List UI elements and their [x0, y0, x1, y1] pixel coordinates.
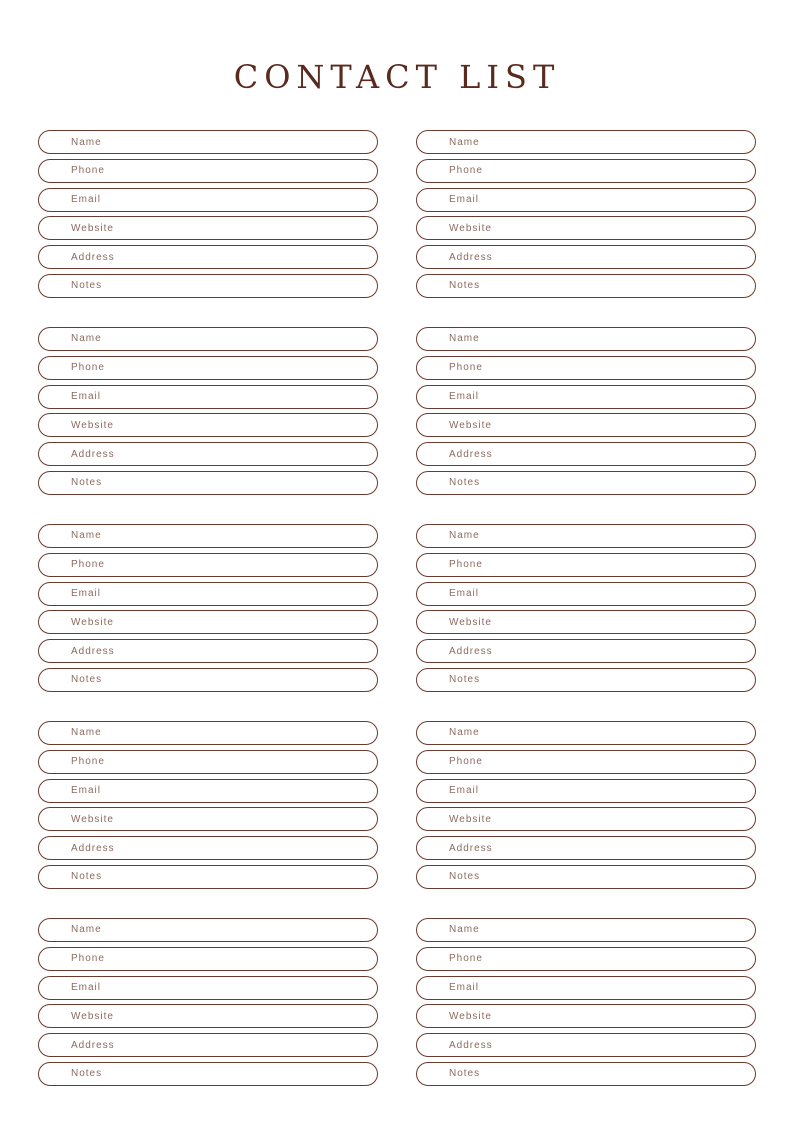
contact-grid [38, 130, 756, 1086]
contact-field-website[interactable] [38, 413, 378, 437]
contact-field-name[interactable] [38, 130, 378, 154]
field-label: Website [71, 813, 114, 825]
field-label: Name [449, 136, 480, 148]
field-label: Email [71, 194, 102, 206]
field-label: Email [449, 982, 480, 994]
contact-field-notes[interactable] [38, 471, 378, 495]
contact-field-notes[interactable] [38, 865, 378, 889]
contact-field-email[interactable] [38, 779, 378, 803]
field-label: Address [71, 842, 115, 854]
contact-field-phone[interactable] [38, 159, 378, 183]
contact-field-name[interactable] [416, 130, 756, 154]
contact-field-email[interactable] [416, 779, 756, 803]
contact-card [416, 918, 756, 1086]
field-label: Address [449, 842, 493, 854]
contact-field-phone[interactable] [38, 750, 378, 774]
contact-field-address[interactable] [416, 1033, 756, 1057]
contact-field-email[interactable] [416, 976, 756, 1000]
contact-field-name[interactable] [416, 918, 756, 942]
field-label: Address [71, 448, 115, 460]
contact-field-email[interactable] [38, 976, 378, 1000]
contact-field-notes[interactable] [416, 668, 756, 692]
contact-field-phone[interactable] [38, 553, 378, 577]
field-label: Email [71, 785, 102, 797]
contact-field-website[interactable] [38, 216, 378, 240]
contact-field-website[interactable] [416, 1004, 756, 1028]
field-label: Phone [71, 362, 105, 374]
contact-field-email[interactable] [416, 385, 756, 409]
contact-card [416, 130, 756, 298]
contact-card [38, 918, 378, 1086]
contact-field-address[interactable] [38, 245, 378, 269]
contact-field-name[interactable] [416, 327, 756, 351]
field-label: Email [449, 588, 480, 600]
field-label: Phone [71, 165, 105, 177]
contact-field-notes[interactable] [38, 1062, 378, 1086]
field-label: Website [71, 222, 114, 234]
contact-field-address[interactable] [38, 639, 378, 663]
field-label: Phone [71, 559, 105, 571]
field-label: Notes [449, 674, 481, 686]
contact-card [38, 327, 378, 495]
field-label: Phone [449, 362, 483, 374]
field-label: Email [449, 785, 480, 797]
contact-field-phone[interactable] [38, 356, 378, 380]
contact-field-notes[interactable] [416, 274, 756, 298]
contact-card [416, 721, 756, 889]
contact-field-notes[interactable] [416, 471, 756, 495]
contact-field-name[interactable] [416, 721, 756, 745]
field-label: Website [71, 419, 114, 431]
field-label: Name [449, 530, 480, 542]
contact-field-email[interactable] [38, 188, 378, 212]
field-label: Notes [71, 674, 103, 686]
contact-field-email[interactable] [38, 385, 378, 409]
contact-field-website[interactable] [38, 1004, 378, 1028]
field-label: Website [449, 813, 492, 825]
contact-field-name[interactable] [416, 524, 756, 548]
field-label: Address [449, 251, 493, 263]
field-label: Phone [71, 953, 105, 965]
field-label: Phone [449, 756, 483, 768]
contact-field-address[interactable] [38, 1033, 378, 1057]
field-label: Name [71, 333, 102, 345]
contact-field-email[interactable] [38, 582, 378, 606]
contact-field-name[interactable] [38, 721, 378, 745]
field-label: Notes [449, 871, 481, 883]
contact-field-notes[interactable] [38, 274, 378, 298]
field-label: Email [71, 982, 102, 994]
field-label: Notes [71, 871, 103, 883]
contact-field-website[interactable] [38, 610, 378, 634]
field-label: Email [449, 194, 480, 206]
contact-field-name[interactable] [38, 918, 378, 942]
contact-field-website[interactable] [416, 413, 756, 437]
contact-card [416, 327, 756, 495]
field-label: Website [449, 222, 492, 234]
contact-field-address[interactable] [38, 442, 378, 466]
field-label: Email [71, 391, 102, 403]
field-label: Name [71, 530, 102, 542]
field-label: Phone [71, 756, 105, 768]
field-label: Name [449, 924, 480, 936]
field-label: Website [71, 1010, 114, 1022]
contact-field-address[interactable] [416, 245, 756, 269]
contact-card [38, 130, 378, 298]
field-label: Address [449, 645, 493, 657]
field-label: Phone [449, 953, 483, 965]
field-label: Address [71, 645, 115, 657]
field-label: Name [71, 136, 102, 148]
field-label: Notes [71, 280, 103, 292]
field-label: Notes [449, 477, 481, 489]
field-label: Notes [449, 280, 481, 292]
contact-field-website[interactable] [416, 610, 756, 634]
field-label: Notes [71, 477, 103, 489]
contact-field-phone[interactable] [416, 159, 756, 183]
contact-field-phone[interactable] [416, 356, 756, 380]
field-label: Phone [449, 559, 483, 571]
field-label: Phone [449, 165, 483, 177]
field-label: Notes [71, 1068, 103, 1080]
field-label: Website [71, 616, 114, 628]
contact-card [38, 721, 378, 889]
field-label: Website [449, 419, 492, 431]
contact-field-name[interactable] [38, 327, 378, 351]
page-title: CONTACT LIST [233, 58, 561, 96]
contact-card [416, 524, 756, 692]
contact-field-email[interactable] [416, 188, 756, 212]
contact-field-name[interactable] [38, 524, 378, 548]
contact-field-notes[interactable] [416, 1062, 756, 1086]
contact-field-phone[interactable] [416, 947, 756, 971]
field-label: Name [449, 727, 480, 739]
contact-field-address[interactable] [416, 639, 756, 663]
contact-field-notes[interactable] [38, 668, 378, 692]
contact-card [38, 524, 378, 692]
contact-field-website[interactable] [416, 807, 756, 831]
field-label: Address [71, 251, 115, 263]
field-label: Address [71, 1039, 115, 1051]
field-label: Email [449, 391, 480, 403]
field-label: Name [71, 924, 102, 936]
field-label: Email [71, 588, 102, 600]
field-label: Name [71, 727, 102, 739]
contact-field-website[interactable] [38, 807, 378, 831]
contact-field-phone[interactable] [416, 750, 756, 774]
field-label: Address [449, 448, 493, 460]
contact-field-notes[interactable] [416, 865, 756, 889]
field-label: Website [449, 616, 492, 628]
contact-field-address[interactable] [416, 442, 756, 466]
contact-field-phone[interactable] [416, 553, 756, 577]
contact-field-address[interactable] [416, 836, 756, 860]
field-label: Website [449, 1010, 492, 1022]
contact-field-phone[interactable] [38, 947, 378, 971]
field-label: Notes [449, 1068, 481, 1080]
contact-field-email[interactable] [416, 582, 756, 606]
field-label: Address [449, 1039, 493, 1051]
field-label: Name [449, 333, 480, 345]
contact-field-address[interactable] [38, 836, 378, 860]
contact-field-website[interactable] [416, 216, 756, 240]
